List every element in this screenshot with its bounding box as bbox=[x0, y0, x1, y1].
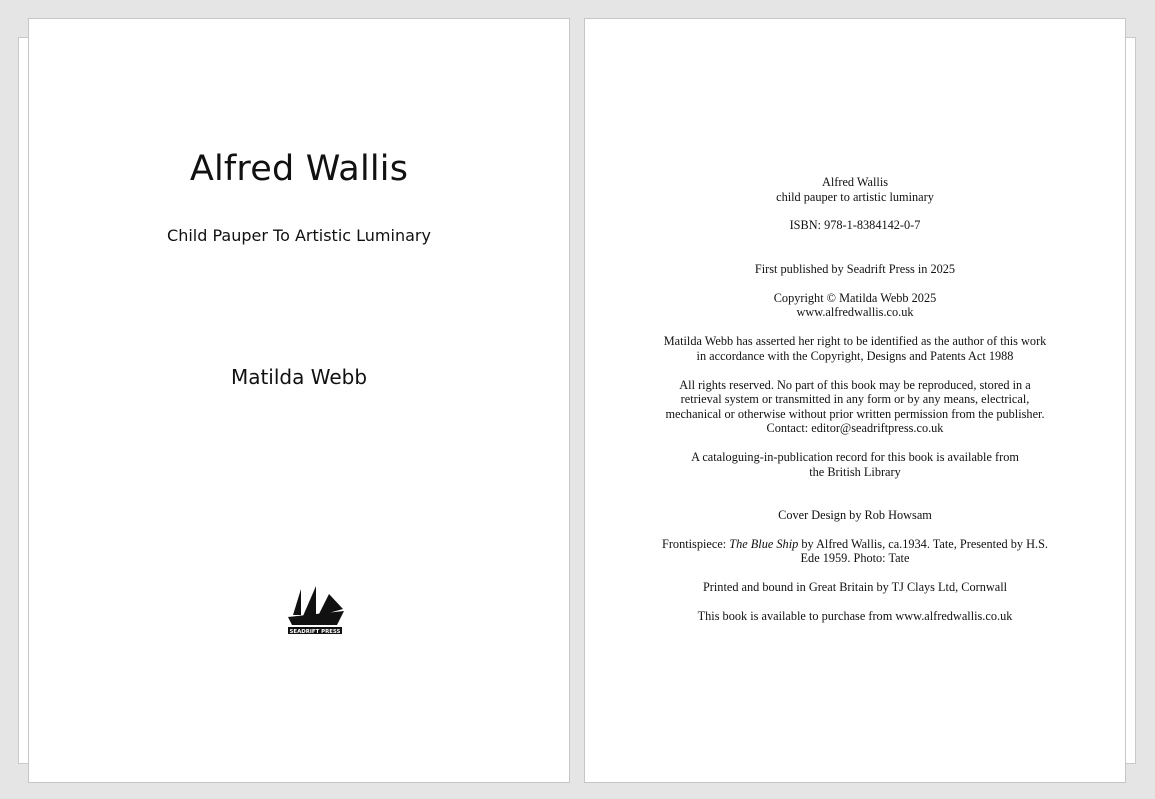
imprint-title: Alfred Wallis bbox=[821, 175, 889, 189]
rights-line-3: mechanical or otherwise without prior written permission from the publisher. bbox=[665, 406, 1045, 421]
cover-design-text: Cover Design by Rob Howsam bbox=[778, 507, 932, 522]
printed-text: Printed and bound in Great Britain by TJ Clays Ltd, Cornwall bbox=[702, 580, 1008, 595]
book-title: Alfred Wallis bbox=[189, 149, 409, 189]
frontispiece-line-2: Ede 1959. Photo: Tate bbox=[800, 551, 910, 566]
book-subtitle: Child Pauper To Artistic Luminary bbox=[167, 226, 431, 245]
cip-line-2: the British Library bbox=[809, 464, 901, 479]
title-page[interactable] bbox=[28, 18, 570, 783]
frontispiece-prefix: Frontispiece: bbox=[661, 536, 730, 551]
first-published-text: First published by Seadrift Press in 2025 bbox=[754, 261, 956, 276]
contact-text: Contact: editor@seadriftpress.co.uk bbox=[766, 421, 944, 436]
frontispiece-work-title: The Blue Ship bbox=[729, 536, 799, 551]
imprint-block bbox=[585, 175, 1125, 624]
asserted-right-line-2: in accordance with the Copyright, Designs and Patents Act 1988 bbox=[696, 348, 1014, 363]
seadrift-press-logo-icon bbox=[285, 585, 345, 637]
website-text: www.alfredwallis.co.uk bbox=[796, 305, 914, 320]
rights-line-1: All rights reserved. No part of this book may be reproduced, stored in a bbox=[679, 377, 1031, 392]
cip-line-1: A cataloguing-in-publication record for this book is available from bbox=[691, 450, 1019, 465]
imprint-page[interactable] bbox=[584, 18, 1126, 783]
isbn-text: ISBN: 978-1-8384142-0-7 bbox=[789, 218, 921, 233]
imprint-subtitle: child pauper to artistic luminary bbox=[776, 189, 934, 204]
asserted-right-line-1: Matilda Webb has asserted her right to be identified as the author of this work bbox=[663, 334, 1047, 349]
frontispiece-line-1 bbox=[585, 537, 1125, 552]
purchase-text: This book is available to purchase from www.alfredwallis.co.uk bbox=[697, 609, 1013, 624]
copyright-text: Copyright © Matilda Webb 2025 bbox=[773, 290, 937, 305]
book-author: Matilda Webb bbox=[230, 365, 368, 389]
rights-line-2: retrieval system or transmitted in any form or by any means, electrical, bbox=[680, 392, 1030, 407]
logo-text: SEADRIFT PRESS bbox=[289, 628, 341, 635]
frontispiece-rest: by Alfred Wallis, ca.1934. Tate, Presented by H.S. bbox=[798, 536, 1049, 551]
